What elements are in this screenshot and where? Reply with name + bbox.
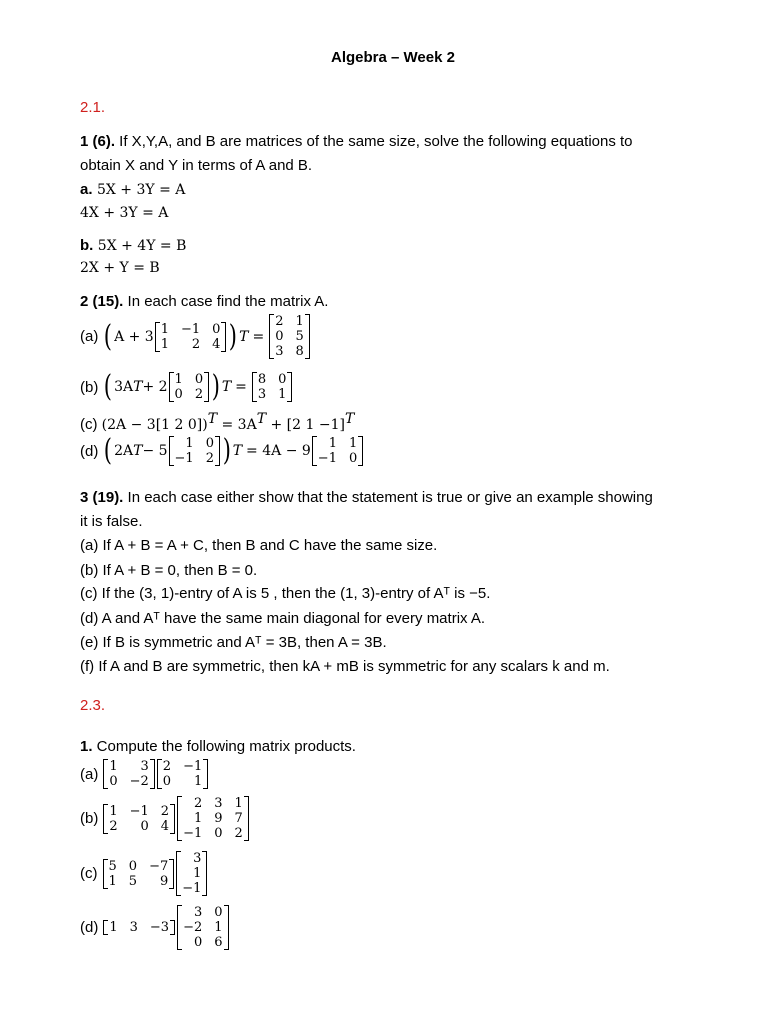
section-heading-2-3: 2.3. <box>80 697 106 714</box>
problem-1-line-1 <box>80 133 633 150</box>
right-bracket <box>204 372 209 402</box>
expr: − 5 <box>142 443 168 459</box>
part-label: a. <box>80 181 93 198</box>
matrix-entries <box>162 759 203 789</box>
matrix-entries <box>108 804 170 834</box>
matrix-entry: −3 <box>149 920 170 935</box>
matrix-entry: 9 <box>214 811 223 826</box>
product-b <box>80 796 250 841</box>
right-bracket <box>170 920 175 935</box>
page-title: Algebra – Week 2 <box>331 49 455 66</box>
matrix-entry: 0 <box>214 826 223 841</box>
matrix-entry: 1 <box>348 436 358 451</box>
matrix-entry: 0 <box>194 372 204 387</box>
matrix-left <box>103 804 175 834</box>
close-paren: ) <box>229 318 238 354</box>
matrix-entries <box>108 920 170 935</box>
matrix-entry: 0 <box>128 858 138 874</box>
matrix-entry: 6 <box>214 935 223 950</box>
matrix-entry: 3 <box>129 920 138 935</box>
matrix-entry: 5 <box>128 873 138 889</box>
matrix-right <box>176 851 207 896</box>
right-bracket <box>169 859 174 889</box>
matrix-left <box>103 920 175 935</box>
matrix-entry: 2 <box>160 803 170 819</box>
right-bracket <box>215 436 220 466</box>
matrix-entry: −2 <box>183 920 203 935</box>
matrix-right <box>157 759 208 789</box>
matrix-entry: 3 <box>193 851 202 866</box>
matrix-entry: 9 <box>159 873 169 889</box>
matrix-entry: 4 <box>212 336 221 352</box>
expr: 2A <box>114 443 134 459</box>
part-tag: (c) <box>80 416 98 433</box>
matrix-entry: 2 <box>275 314 284 329</box>
matrix-entry: 0 <box>162 774 172 789</box>
matrix-entry: 1 <box>234 796 243 811</box>
matrix-entry: 1 <box>185 436 194 451</box>
equals: = <box>252 328 265 345</box>
problem-1b-eq-1 <box>80 237 186 254</box>
problem-1a-eq-2: 4X + 3Y = A <box>80 205 169 221</box>
equals: = <box>235 379 247 395</box>
matrix-entry: 2 <box>162 759 172 774</box>
matrix-entry: 1 <box>174 372 183 387</box>
matrix <box>269 314 310 359</box>
matrix-entry: −1 <box>129 803 149 819</box>
matrix <box>252 372 293 402</box>
matrix-entries <box>181 851 202 896</box>
expr: + 2 <box>142 379 168 395</box>
matrix-entry: 1 <box>193 866 202 881</box>
matrix <box>155 322 227 352</box>
matrix-entry: 1 <box>109 920 118 935</box>
expr: (2A − 3[1 2 0]) <box>101 417 208 433</box>
matrix-entry: 0 <box>275 329 284 344</box>
matrix-entry: −1 <box>183 826 203 841</box>
close-paren: ) <box>211 369 221 404</box>
problem-text: In each case either show that the statement is true or give an example showing <box>123 489 653 506</box>
matrix <box>169 372 210 402</box>
problem-3-item: (a) If A + B = A + C, then B and C have the same size. <box>80 537 438 554</box>
matrix-entry: 4 <box>160 818 170 834</box>
matrix-entry: −1 <box>317 451 337 466</box>
matrix-entry: 2 <box>234 826 243 841</box>
matrix-entry: 1 <box>193 811 203 826</box>
problem-1b-eq-2: 2X + Y = B <box>80 260 160 276</box>
matrix-entry: 0 <box>348 451 358 466</box>
problem-text: If X,Y,A, and B are matrices of the same size, solve the following equations to <box>115 133 633 150</box>
part-tag: (a) <box>80 765 99 783</box>
matrix-entry: 5 <box>295 329 304 344</box>
right-bracket <box>150 759 155 789</box>
matrix-entry: 2 <box>205 451 214 466</box>
matrix-entries <box>108 759 149 789</box>
matrix-entry: 2 <box>191 336 201 352</box>
product-a <box>80 759 209 789</box>
open-paren: ( <box>104 369 113 404</box>
matrix-entry: 1 <box>214 920 223 935</box>
matrix-entry: 8 <box>295 344 304 359</box>
equation: 5X + 3Y = A <box>92 182 186 198</box>
problem-2-3-1-line <box>80 738 356 755</box>
matrix-entry: 3 <box>193 905 203 920</box>
matrix-entry: 3 <box>214 796 223 811</box>
problem-2c: (c) (2A − 3[1 2 $0])^T = 3A^T + [2$ 1 −1]$^T$ <box>80 411 355 433</box>
right-bracket <box>244 796 249 841</box>
problem-2a: (a) ( A + 3 1 −1 0 1 2 4 ) T = 2 1 0 5 3 8 <box>80 314 311 359</box>
expr: = 3A <box>217 417 257 433</box>
product-c <box>80 851 208 896</box>
matrix-entry: 0 <box>193 935 203 950</box>
matrix-entries <box>108 859 170 889</box>
problem-text: In each case find the matrix A. <box>123 293 329 310</box>
part-tag: (c) <box>80 865 98 882</box>
matrix-entry: 1 <box>295 314 304 329</box>
close-paren: ) <box>222 433 231 468</box>
right-bracket <box>221 322 226 352</box>
matrix-entry: −1 <box>183 759 203 774</box>
matrix-entry: 1 <box>278 387 287 402</box>
matrix-left <box>103 859 175 889</box>
problem-label: 3 (19). <box>80 489 124 506</box>
matrix-entry: 1 <box>160 321 169 337</box>
matrix <box>312 436 363 466</box>
open-paren: ( <box>104 318 113 354</box>
right-bracket <box>203 759 208 789</box>
matrix-entry: −1 <box>174 451 194 466</box>
matrix <box>169 436 220 466</box>
problem-3-item: (f) If A and B are symmetric, then kA + mB is symmetric for any scalars k and m. <box>80 658 610 675</box>
problem-3-line-2: it is false. <box>80 513 143 530</box>
part-tag: (b) <box>80 810 99 827</box>
matrix-entry: 0 <box>140 818 149 834</box>
problem-label: 1 (6). <box>80 133 116 150</box>
problem-3-item: (e) If B is symmetric and Aᵀ = 3B, then A = 3B. <box>80 634 387 651</box>
matrix-entry: −2 <box>129 774 149 789</box>
expr: 3A <box>114 379 134 395</box>
matrix-right <box>177 796 249 841</box>
matrix-entry: −1 <box>181 321 201 337</box>
part-tag: (d) <box>80 442 99 460</box>
open-paren: ( <box>104 433 113 468</box>
part-tag: (d) <box>80 919 99 936</box>
matrix-entries <box>174 372 205 402</box>
matrix-entry: −7 <box>149 858 169 874</box>
equation: 5X + 4Y = B <box>93 238 187 254</box>
matrix-entry: 1 <box>193 774 203 789</box>
expr: + [2 1 −1] <box>266 417 345 433</box>
matrix-entry: 0 <box>212 321 221 337</box>
problem-2d: (d) ( 2A T − 5 1 0 −1 2 ) T = 4A − 9 1 1 −1 0 <box>80 436 364 466</box>
matrix-right <box>177 905 228 950</box>
matrix-entries <box>257 372 288 402</box>
expr: A + 3 <box>114 328 154 345</box>
matrix-entry: 3 <box>257 387 267 402</box>
matrix-entry: 1 <box>108 873 117 889</box>
matrix-entries <box>160 322 222 352</box>
problem-label: 1. <box>80 738 93 755</box>
right-bracket <box>358 436 363 466</box>
matrix-entry: 3 <box>275 344 284 359</box>
right-bracket <box>224 905 229 950</box>
problem-2-line <box>80 293 328 310</box>
part-tag: (a) <box>80 328 99 345</box>
problem-text: Compute the following matrix products. <box>92 738 356 755</box>
matrix-entries <box>174 436 215 466</box>
right-bracket <box>287 372 292 402</box>
matrix-entry: 1 <box>109 759 118 774</box>
right-bracket <box>170 804 175 834</box>
matrix-entry: 0 <box>174 387 183 402</box>
matrix-entry: 3 <box>140 759 149 774</box>
problem-3-line-1 <box>80 489 653 506</box>
matrix-entry: 7 <box>234 811 243 826</box>
problem-2b: (b) ( 3A T + 2 1 0 0 2 ) T = 8 0 3 1 <box>80 372 293 402</box>
product-d <box>80 905 230 950</box>
matrix-entry: 5 <box>108 858 117 874</box>
problem-3-item: (b) If A + B = 0, then B = 0. <box>80 562 258 579</box>
part-tag: (b) <box>80 378 99 396</box>
matrix-entries <box>182 796 244 841</box>
part-label: b. <box>80 237 94 254</box>
problem-3-item: (d) A and Aᵀ have the same main diagonal for every matrix A. <box>80 610 486 627</box>
matrix-entries <box>274 314 305 359</box>
matrix-entries <box>182 905 223 950</box>
matrix-entry: 0 <box>109 774 118 789</box>
matrix-entry: 2 <box>194 387 204 402</box>
expr: = 4A − 9 <box>246 443 311 459</box>
matrix-entries <box>317 436 358 466</box>
matrix-entry: 0 <box>214 905 223 920</box>
matrix-entry: 1 <box>109 803 118 819</box>
section-heading-2-1: 2.1. <box>80 99 106 116</box>
matrix-entry: 0 <box>278 372 287 387</box>
problem-1-line-2: obtain X and Y in terms of A and B. <box>80 157 313 174</box>
matrix-entry: 0 <box>205 436 214 451</box>
matrix-entry: 2 <box>193 796 203 811</box>
matrix-left <box>103 759 154 789</box>
problem-label: 2 (15). <box>80 293 124 310</box>
matrix-entry: 1 <box>160 336 169 352</box>
matrix-entry: 8 <box>257 372 267 387</box>
right-bracket <box>305 314 310 359</box>
matrix-entry: −1 <box>182 881 202 896</box>
matrix-entry: 2 <box>109 818 118 834</box>
problem-3-item: (c) If the (3, 1)-entry of A is 5 , then the (1, 3)-entry of Aᵀ is −5. <box>80 585 491 602</box>
matrix-entry: 1 <box>328 436 337 451</box>
right-bracket <box>202 851 207 896</box>
problem-1a-eq-1 <box>80 181 185 198</box>
